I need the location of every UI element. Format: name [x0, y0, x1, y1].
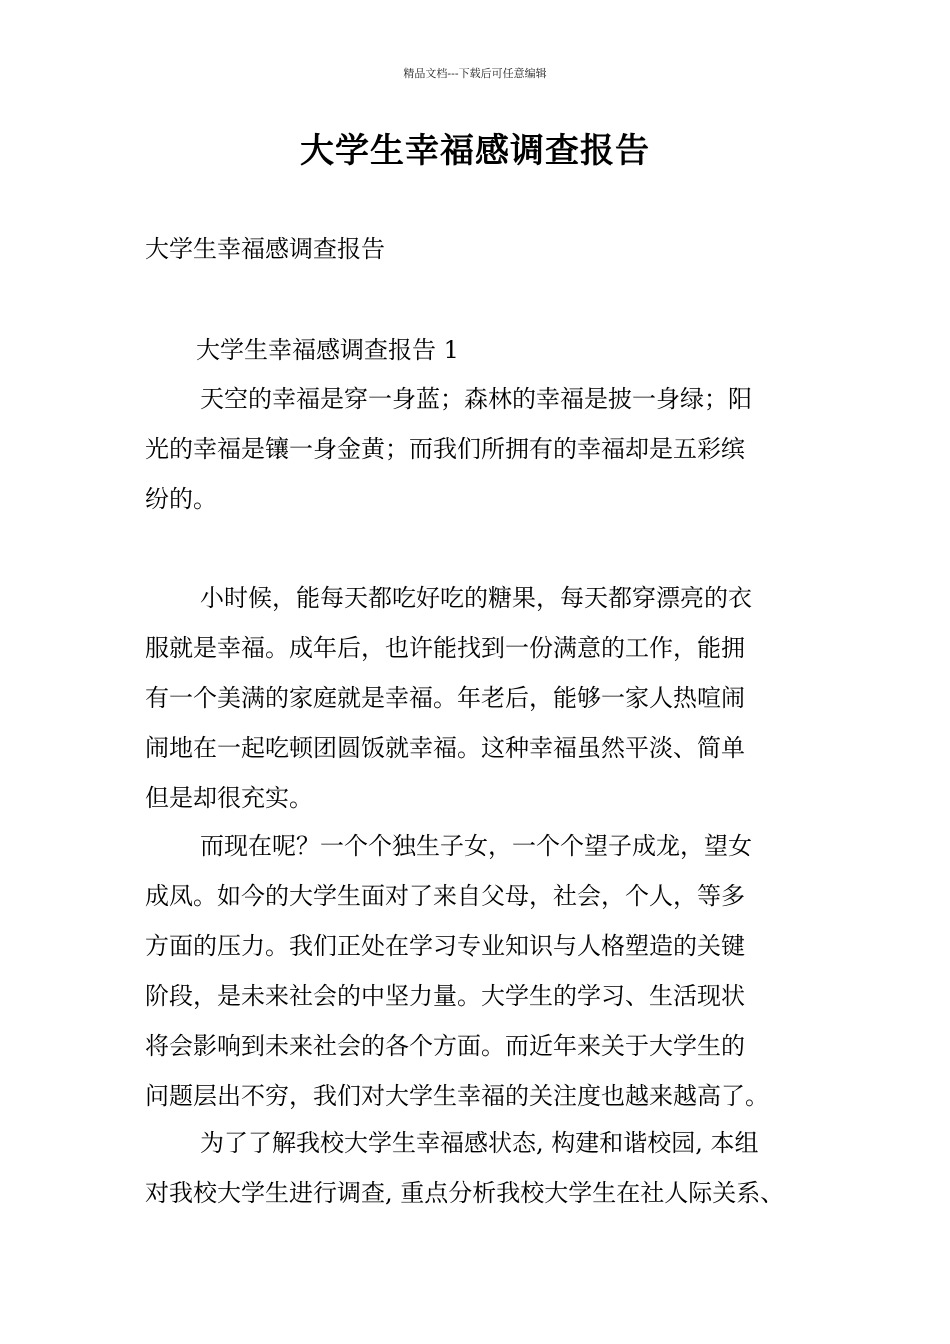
paragraph-line: 为了了解我校大学生幸福感状态, 构建和谐校园, 本组: [200, 1129, 759, 1157]
paragraph-line: 小时候，能每天都吃好吃的糖果，每天都穿漂亮的衣: [200, 584, 752, 612]
document-subtitle: 大学生幸福感调查报告: [145, 235, 385, 263]
paragraph-line: 成凤。如今的大学生面对了来自父母，社会，个人，等多: [145, 882, 745, 910]
paragraph-line: 方面的压力。我们正处在学习专业知识与人格塑造的关键: [145, 932, 745, 960]
section-heading: 大学生幸福感调查报告 1: [196, 336, 459, 364]
paragraph-line: 但是却很充实。: [145, 784, 313, 812]
paragraph-line: 有一个美满的家庭就是幸福。年老后，能够一家人热喧闹: [145, 684, 745, 712]
paragraph: [145, 821, 845, 1121]
paragraph: [145, 573, 845, 823]
paragraph: [145, 374, 845, 524]
paragraph-line: 问题层出不穷，我们对大学生幸福的关注度也越来越高了。: [145, 1082, 769, 1110]
paragraph-line: 阶段，是未来社会的中坚力量。大学生的学习、生活现状: [145, 982, 745, 1010]
header-note: 精品文档---下载后可任意编辑: [403, 67, 547, 80]
paragraph-line: 光的幸福是镶一身金黄；而我们所拥有的幸福却是五彩缤: [145, 435, 745, 463]
paragraph-line: 将会影响到未来社会的各个方面。而近年来关于大学生的: [145, 1032, 745, 1060]
paragraph-line: 而现在呢？一个个独生子女，一个个望子成龙，望女: [200, 832, 752, 860]
paragraph: [145, 1118, 845, 1218]
paragraph-line: 对我校大学生进行调查, 重点分析我校大学生在社人际关系、: [145, 1179, 785, 1207]
paragraph-line: 天空的幸福是穿一身蓝；森林的幸福是披一身绿；阳: [200, 385, 752, 413]
paragraph-line: 服就是幸福。成年后，也许能找到一份满意的工作，能拥: [145, 634, 745, 662]
paragraph-line: 闹地在一起吃顿团圆饭就幸福。这种幸福虽然平淡、简单: [145, 734, 745, 762]
paragraph-line: 纷的。: [145, 485, 217, 513]
document-title: 大学生幸福感调查报告: [300, 131, 650, 171]
